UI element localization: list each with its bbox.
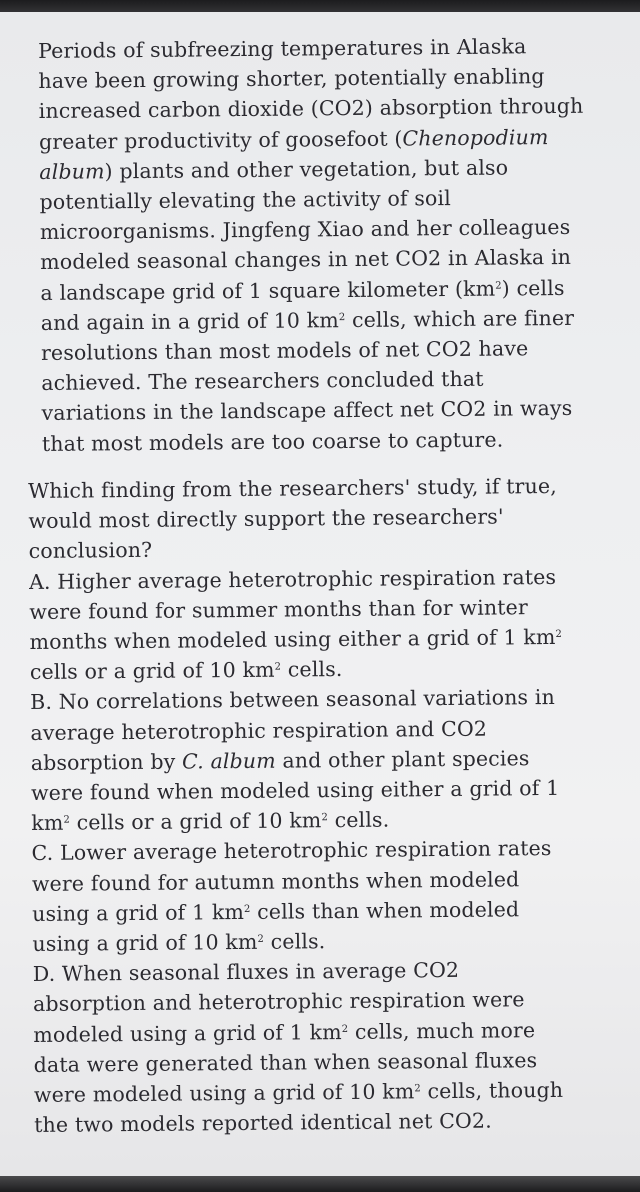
text-run: a landscape grid of 1 square kilometer (km	[40, 276, 496, 305]
text-run: potentially elevating the activity of soil	[39, 186, 452, 215]
text-run: were found for autumn months when modeled	[31, 866, 520, 896]
superscript: 2	[274, 661, 282, 673]
text-run: Periods of subfreezing temperatures in Alaska	[38, 34, 527, 63]
text-run: cells or a grid of 10 km	[69, 808, 322, 835]
text-run: and other plant species	[275, 746, 530, 773]
text-run: cells.	[263, 929, 326, 954]
text-run: resolutions than most models of net CO2 have	[40, 336, 529, 366]
text-run: km	[31, 810, 64, 836]
text-run: were found when modeled using either a grid of 1	[30, 775, 560, 806]
text-run: greater productivity of goosefoot (	[38, 126, 403, 154]
text-run: using a grid of 1 km	[32, 899, 245, 926]
text-run: that most models are too coarse to capture.	[41, 427, 504, 456]
superscript: 2	[243, 903, 251, 915]
text-run: and again in a grid of 10 km	[40, 307, 340, 335]
text-run: Which finding from the researchers' study, if true,	[28, 473, 557, 503]
text-run: data were generated than when seasonal fluxes	[33, 1047, 538, 1077]
text-run: cells or a grid of 10 km	[29, 657, 275, 685]
text-run: cells, which are finer	[345, 305, 575, 332]
text-run: were found for summer months than for winter	[29, 595, 528, 624]
answer-choice-a[interactable]	[29, 561, 630, 688]
superscript: 2	[555, 628, 563, 640]
photo-bottom-edge	[0, 1176, 640, 1192]
text-run: A. Higher average heterotrophic respiration rates	[28, 564, 557, 594]
text-run: average heterotrophic respiration and CO2	[30, 716, 488, 745]
text-run: variations in the landscape affect net CO2 in ways	[41, 396, 573, 426]
superscript: 2	[341, 1023, 349, 1035]
superscript: 2	[321, 812, 329, 824]
question-stem	[28, 470, 629, 566]
italic-run: C. album	[181, 748, 276, 774]
page-sheet	[0, 12, 640, 1178]
text-run: the two models reported identical net CO2.	[34, 1108, 492, 1138]
choice-line	[29, 621, 629, 657]
text-run: achieved. The researchers concluded that	[41, 366, 484, 396]
text-run: cells than when modeled	[250, 897, 520, 924]
answer-choice-d[interactable]	[33, 953, 635, 1140]
text-run: ) plants and other vegetation, but also	[104, 155, 509, 184]
passage-line	[39, 91, 639, 127]
passage	[38, 30, 640, 459]
superscript: 2	[257, 933, 265, 945]
text-run: D. When seasonal fluxes in average CO2	[32, 958, 460, 987]
text-run: cells, much more	[348, 1017, 536, 1044]
superscript: 2	[414, 1083, 421, 1095]
answer-choice-c[interactable]	[31, 833, 632, 960]
text-run: C. Lower average heterotrophic respiration rates	[31, 836, 552, 866]
choice-line	[34, 1074, 634, 1110]
choice-line	[30, 682, 630, 718]
text-run: have been growing shorter, potentially enabling	[38, 64, 545, 94]
answer-choices	[29, 561, 634, 1141]
question-area	[28, 470, 634, 1140]
choice-line	[31, 833, 631, 869]
text-run: microorganisms. Jingfeng Xiao and her colleagues	[39, 215, 571, 245]
choice-line	[31, 772, 631, 808]
text-run: modeled seasonal changes in net CO2 in Alaska in	[40, 245, 572, 275]
text-run: absorption by	[30, 749, 183, 775]
text-run: would most directly support the researchers'	[28, 504, 504, 534]
passage-line	[41, 302, 640, 338]
text-run: cells.	[327, 807, 390, 833]
superscript: 2	[495, 280, 502, 292]
text-run: were modeled using a grid of 10 km	[33, 1079, 415, 1108]
text-run: ) cells	[501, 275, 565, 301]
text-run: using a grid of 10 km	[32, 929, 258, 957]
italic-run: album	[39, 159, 105, 184]
choice-line	[29, 561, 629, 597]
superscript: 2	[63, 814, 71, 826]
text-run: months when modeled using either a grid of 1 km	[29, 624, 556, 655]
question-line	[28, 470, 628, 506]
passage-line	[42, 423, 640, 459]
text-run: cells, though	[420, 1077, 564, 1104]
italic-run: Chenopodium	[402, 124, 549, 151]
answer-choice-b[interactable]	[30, 682, 631, 839]
choice-line	[34, 1104, 634, 1140]
text-run: modeled using a grid of 1 km	[33, 1019, 342, 1047]
text-run: increased carbon dioxide (CO2) absorption through	[38, 94, 584, 124]
text-run: absorption and heterotrophic respiration were	[32, 987, 525, 1017]
text-run: cells.	[281, 657, 343, 682]
passage-line	[41, 393, 640, 429]
superscript: 2	[338, 311, 346, 323]
text-run: B. No correlations between seasonal variations in	[30, 685, 555, 715]
text-run: conclusion?	[28, 538, 153, 564]
